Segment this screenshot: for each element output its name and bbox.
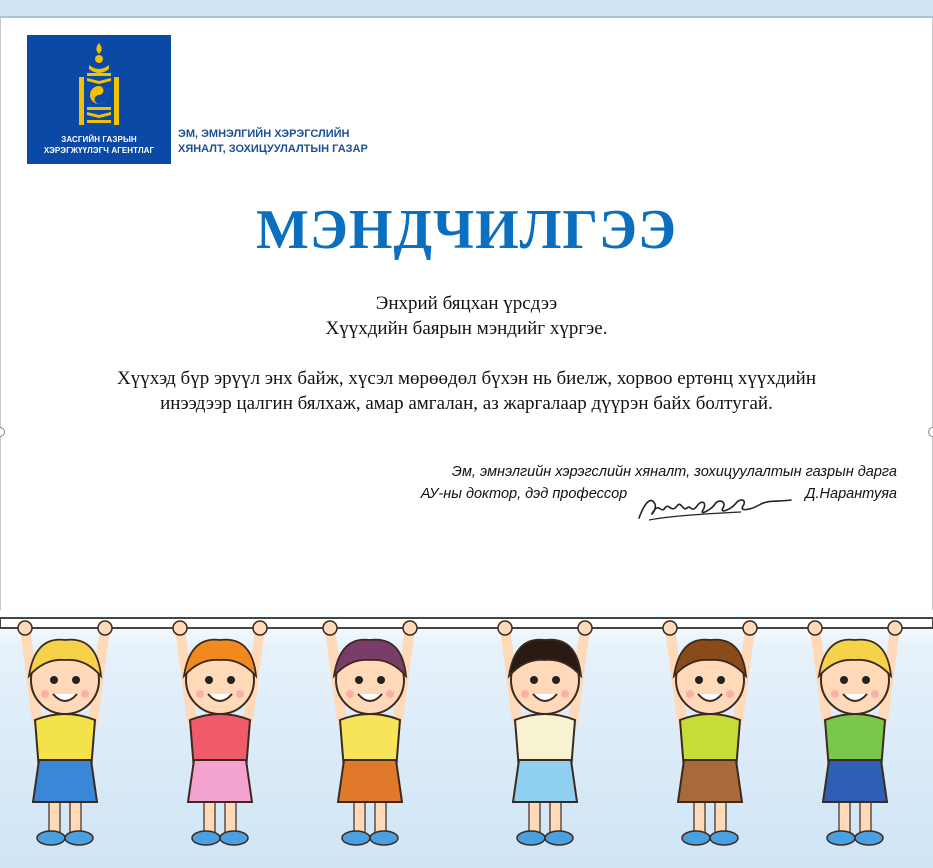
child-figure: [18, 621, 112, 845]
child-figure: [173, 621, 267, 845]
agency-name-line: ЭМ, ЭМНЭЛГИЙН ХЭРЭГСЛИЙН: [178, 128, 350, 140]
page-title: МЭНДЧИЛГЭЭ: [256, 199, 677, 261]
child-cheek: [346, 690, 354, 698]
wish-line: Хүүхэд бүр эрүүл энх байж, хүсэл мөрөөдөл бүхэн нь биелж, хорвоо ертөнц хүүхдийн: [116, 368, 817, 389]
child-eye: [530, 676, 538, 684]
child-hand: [663, 621, 677, 635]
child-hand: [498, 621, 512, 635]
child-hand: [888, 621, 902, 635]
child-shoe: [192, 831, 220, 845]
child-shoe: [220, 831, 248, 845]
child-hand: [253, 621, 267, 635]
agency-name-line: ХЯНАЛТ, ЗОХИЦУУЛАЛТЫН ГАЗАР: [178, 143, 368, 155]
child-eye: [205, 676, 213, 684]
child-shoe: [517, 831, 545, 845]
child-eye: [552, 676, 560, 684]
child-hand: [578, 621, 592, 635]
child-pants: [33, 760, 97, 802]
child-hand: [743, 621, 757, 635]
resize-handle-left[interactable]: [0, 427, 5, 437]
child-eye: [377, 676, 385, 684]
government-logo: [27, 35, 171, 164]
wish-paragraph: [0, 366, 933, 416]
child-pants: [338, 760, 402, 802]
child-cheek: [871, 690, 879, 698]
child-shoe: [827, 831, 855, 845]
child-eye: [717, 676, 725, 684]
signer-degree: АУ-ны доктор, дэд профессор: [420, 486, 628, 502]
child-shoe: [65, 831, 93, 845]
child-cheek: [81, 690, 89, 698]
child-cheek: [236, 690, 244, 698]
soyombo-emblem-icon: [77, 41, 121, 133]
child-figure: [663, 621, 757, 845]
child-cheek: [561, 690, 569, 698]
signature-block: [421, 461, 897, 505]
child-eye: [227, 676, 235, 684]
logo-caption-line: ЗАСГИЙН ГАЗРЫН: [61, 135, 137, 144]
child-shoe: [545, 831, 573, 845]
child-hand: [18, 621, 32, 635]
child-cheek: [686, 690, 694, 698]
child-pants: [188, 760, 252, 802]
child-pants: [513, 760, 577, 802]
child-cheek: [196, 690, 204, 698]
logo-caption: [27, 134, 171, 156]
resize-handle-right[interactable]: [928, 427, 933, 437]
child-hand: [98, 621, 112, 635]
top-band: [0, 0, 933, 16]
handwritten-signature: [631, 492, 801, 526]
child-shoe: [682, 831, 710, 845]
children-holding-banner-illustration: [0, 610, 933, 868]
child-shoe: [37, 831, 65, 845]
child-shoe: [342, 831, 370, 845]
logo-caption-line: ХЭРЭГЖҮҮЛЭГЧ АГЕНТЛАГ: [43, 146, 155, 155]
greeting-line: Хүүхдийн баярын мэндийг хүргэе.: [325, 318, 608, 339]
child-eye: [695, 676, 703, 684]
child-cheek: [386, 690, 394, 698]
child-figure: [498, 621, 592, 845]
top-rule: [0, 16, 933, 18]
signer-name: Д.Нарантуяа: [805, 486, 897, 502]
agency-name: [178, 127, 368, 157]
child-figure: [323, 621, 417, 845]
child-shoe: [855, 831, 883, 845]
greeting: [0, 291, 933, 341]
child-pants: [678, 760, 742, 802]
child-hand: [323, 621, 337, 635]
child-hand: [808, 621, 822, 635]
child-eye: [72, 676, 80, 684]
wish-line: инээдээр цалгин бялхаж, амар амгалан, аз жаргалаар дүүрэн байх болтугай.: [160, 393, 773, 414]
child-pants: [823, 760, 887, 802]
kids-svg: [0, 610, 933, 868]
greeting-line: Энхрий бяцхан үрсдээ: [375, 293, 558, 314]
child-eye: [840, 676, 848, 684]
child-figure: [808, 621, 902, 845]
child-cheek: [41, 690, 49, 698]
child-hand: [403, 621, 417, 635]
child-eye: [862, 676, 870, 684]
child-shoe: [370, 831, 398, 845]
child-shoe: [710, 831, 738, 845]
signer-position: Эм, эмнэлгийн хэрэгслийн хяналт, зохицуулалтын газрын дарга: [451, 464, 897, 480]
child-eye: [50, 676, 58, 684]
child-cheek: [521, 690, 529, 698]
child-eye: [355, 676, 363, 684]
child-hand: [173, 621, 187, 635]
child-cheek: [726, 690, 734, 698]
child-cheek: [831, 690, 839, 698]
